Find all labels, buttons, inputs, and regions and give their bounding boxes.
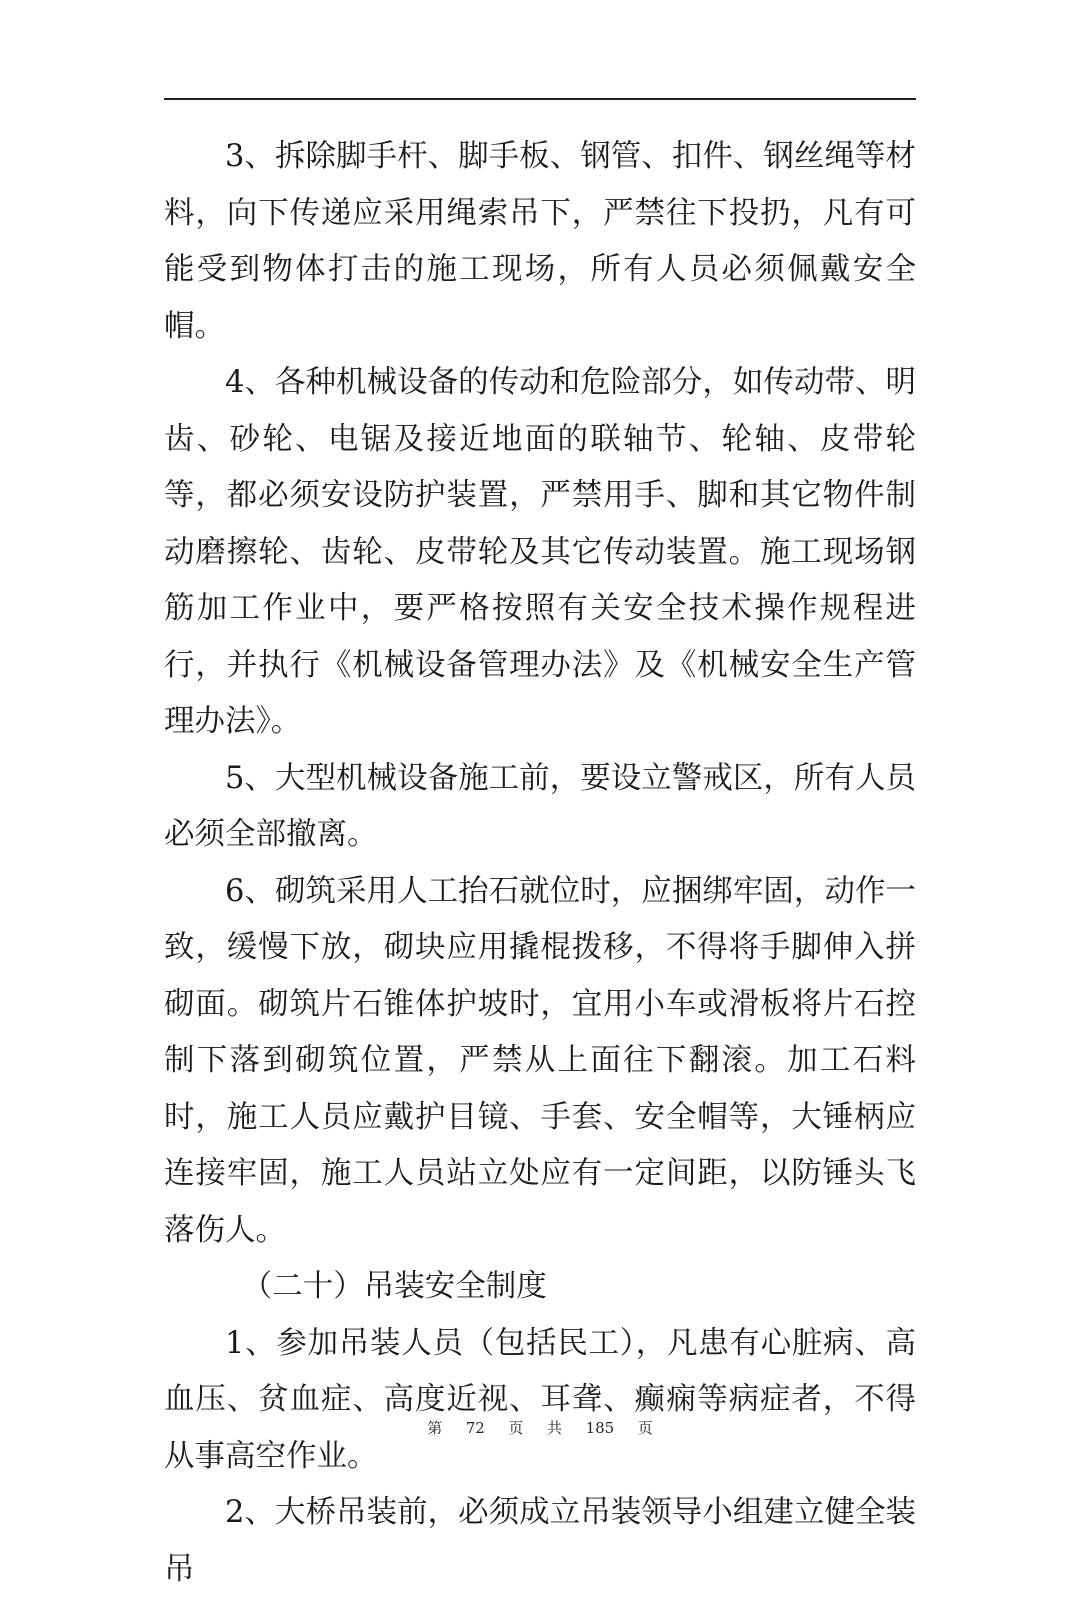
document-body [164, 129, 916, 1598]
footer-total-word: 共 [547, 1419, 563, 1437]
footer-suffix: 页 [637, 1419, 653, 1437]
page-footer [0, 1416, 1080, 1440]
section-heading: （二十）吊装安全制度 [241, 1269, 547, 1304]
paragraph-rule-5: 5、大型机械设备施工前，要设立警戒区，所有人员必须全部撤离。 [164, 760, 916, 852]
paragraph-hoist-rule-2: 2、大桥吊装前，必须成立吊装领导小组建立健全装吊 [164, 1495, 916, 1587]
paragraph-rule-6: 6、砌筑采用人工抬石就位时，应捆绑牢固，动作一致，缓慢下放，砌块应用撬棍拨移，不得将手脚伸入拼砌面。砌筑片石锥体护坡时，宜用小车或滑板将片石控制下落到砌筑位置，严禁从上面往下翻滚。加工石料时，施工人员应戴护目镜、手套、安全帽等，大锤柄应连接牢固，施工人员站立处应有一定间距，以防锤头飞落伤人。 [164, 873, 916, 1248]
paragraph-hoist-rule-1: 1、参加吊装人员（包括民工），凡患有心脏病、高血压、贫血症、高度近视、耳聋、癫痫等病症者，不得从事高空作业。 [164, 1325, 916, 1474]
footer-total-pages: 185 [585, 1419, 615, 1437]
footer-prefix: 第 [427, 1419, 443, 1437]
footer-page-word: 页 [508, 1419, 524, 1437]
footer-current-page: 72 [465, 1419, 485, 1437]
paragraph-rule-4: 4、各种机械设备的传动和危险部分，如传动带、明齿、砂轮、电锯及接近地面的联轴节、轮轴、皮带轮等，都必须安设防护装置，严禁用手、脚和其它物件制动磨擦轮、齿轮、皮带轮及其它传动装置。施工现场钢筋加工作业中，要严格按照有关安全技术操作规程进行，并执行《机械设备管理办法》及《机械安全生产管理办法》。 [164, 365, 916, 739]
header-rule [164, 98, 916, 100]
paragraph-rule-3: 3、拆除脚手杆、脚手板、钢管、扣件、钢丝绳等材料，向下传递应采用绳索吊下，严禁往下投扔，凡有可能受到物体打击的施工现场，所有人员必须佩戴安全帽。 [164, 139, 916, 344]
